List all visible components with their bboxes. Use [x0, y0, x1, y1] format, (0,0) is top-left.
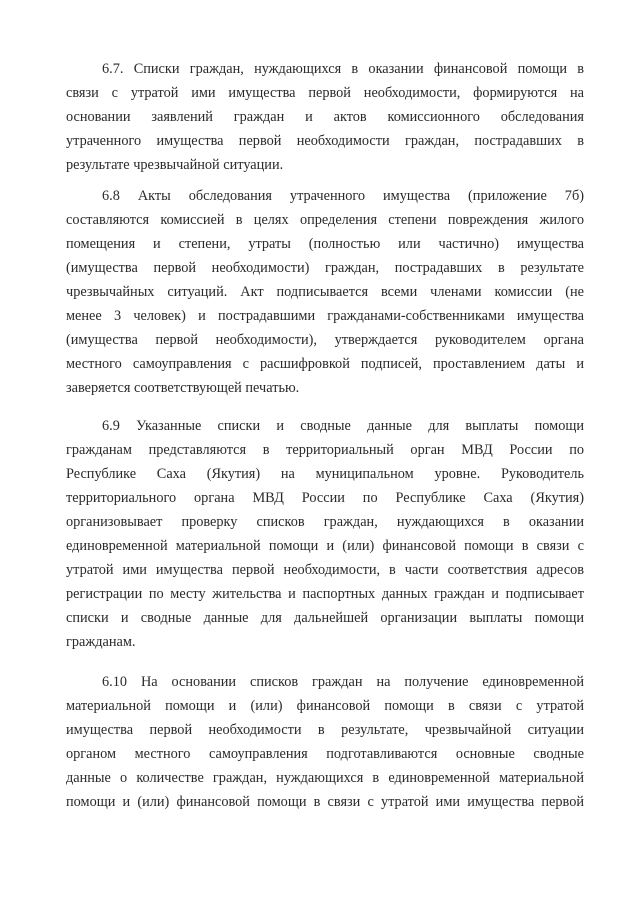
paragraph-line: единовременной материальной помощи и (или) финансовой помощи в связи с [66, 538, 584, 554]
paragraph-line: помощи и (или) финансовой помощи в связи с утратой ими имущества первой [66, 794, 584, 810]
paragraph-6-9 [66, 414, 584, 654]
paragraph-line: (имущества первой необходимости), утверждается руководителем органа [66, 332, 584, 348]
paragraph-line: местного самоуправления с расшифровкой подписей, проставлением даты и [66, 356, 584, 372]
paragraph-line: имущества первой необходимости в результате, чрезвычайной ситуации [66, 722, 584, 738]
paragraph-line: списки и сводные данные для дальнейшей организации выплаты помощи [66, 610, 584, 626]
paragraph-line: (имущества первой необходимости) граждан, пострадавших в результате [66, 260, 584, 276]
paragraph-6-7 [66, 57, 584, 177]
paragraph-6-8 [66, 184, 584, 400]
paragraph-line: данные о количестве граждан, нуждающихся в единовременной материальной [66, 770, 584, 786]
paragraph-line: 6.8 Акты обследования утраченного имущества (приложение 7б) [102, 188, 584, 204]
paragraph-line: менее 3 человек) и пострадавшими гражданами-собственниками имущества [66, 308, 584, 324]
paragraph-line: связи с утратой ими имущества первой необходимости, формируются на [66, 85, 584, 101]
paragraph-line: органом местного самоуправления подготавливаются основные сводные [66, 746, 584, 762]
paragraph-line: территориального органа МВД России по Республике Саха (Якутия) [66, 490, 584, 506]
paragraph-line: 6.7. Списки граждан, нуждающихся в оказании финансовой помощи в [102, 61, 584, 77]
paragraph-line: Республике Саха (Якутия) на муниципальном уровне. Руководитель [66, 466, 584, 482]
paragraph-line: регистрации по месту жительства и паспортных данных граждан и подписывает [66, 586, 584, 602]
paragraph-6-10 [66, 670, 584, 814]
paragraph-line: 6.9 Указанные списки и сводные данные для выплаты помощи [102, 418, 584, 434]
paragraph-line: организовывает проверку списков граждан, нуждающихся в оказании [66, 514, 584, 530]
paragraph-line: гражданам. [66, 634, 136, 650]
paragraph-line: составляются комиссией в целях определения степени повреждения жилого [66, 212, 584, 228]
paragraph-line: материальной помощи и (или) финансовой помощи в связи с утратой [66, 698, 584, 714]
paragraph-line: заверяется соответствующей печатью. [66, 380, 300, 396]
paragraph-line: основании заявлений граждан и актов комиссионного обследования [66, 109, 584, 125]
paragraph-line: утраченного имущества первой необходимости граждан, пострадавших в [66, 133, 584, 149]
paragraph-line: чрезвычайных ситуаций. Акт подписывается всеми членами комиссии (не [66, 284, 584, 300]
paragraph-line: утратой ими имущества первой необходимости, в части соответствия адресов [66, 562, 584, 578]
paragraph-line: помещения и степени, утраты (полностью или частично) имущества [66, 236, 584, 252]
paragraph-line: 6.10 На основании списков граждан на получение единовременной [102, 674, 584, 690]
paragraph-line: результате чрезвычайной ситуации. [66, 157, 284, 173]
paragraph-line: гражданам представляются в территориальный орган МВД России по [66, 442, 584, 458]
